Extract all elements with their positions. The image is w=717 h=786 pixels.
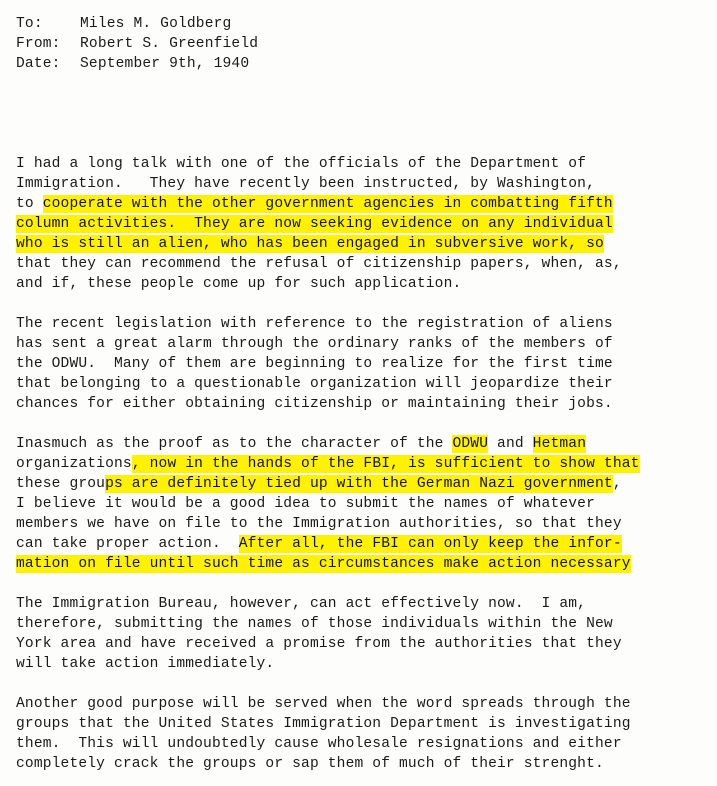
- highlighted-text: cooperate with the other government agencies in combatting fifth: [42, 196, 613, 212]
- p3-line-4: I believe it would be a good idea to submit the names of whatever: [16, 496, 595, 512]
- p1-line-5: [16, 234, 604, 254]
- highlighted-text: ODWU: [452, 436, 489, 452]
- p5-line-2: groups that the United States Immigration Department is investigating: [16, 716, 631, 732]
- highlighted-text: Hetman: [532, 436, 587, 452]
- p2-line-5: chances for either obtaining citizenship or maintaining their jobs.: [16, 396, 613, 412]
- memo-to-value: Miles M. Goldberg: [80, 16, 232, 32]
- p2-line-4: that belonging to a questionable organization will jeopardize their: [16, 376, 613, 392]
- p1-line-3: [16, 194, 613, 214]
- highlighted-text: ps are definitely tied up with the German Nazi government: [105, 476, 613, 492]
- p3-line-5: members we have on file to the Immigration authorities, so that they: [16, 516, 622, 532]
- memo-from-label: From:: [16, 36, 61, 52]
- p3-line-6-text: can take proper action.: [16, 536, 239, 552]
- memo-date-value: September 9th, 1940: [80, 56, 250, 72]
- p1-line-2: Immigration. They have recently been instructed, by Washington,: [16, 176, 595, 192]
- memo-to-line: [16, 14, 231, 34]
- p1-line-4: [16, 214, 613, 234]
- p4-line-2: therefore, submitting the names of those individuals within the New: [16, 616, 613, 632]
- p3-line-3: [16, 474, 622, 494]
- p1-line-6: that they can recommend the refusal of citizenship papers, when, as,: [16, 256, 622, 272]
- p3-line-6: [16, 534, 622, 554]
- p3-line-2-text: organizations: [16, 456, 132, 472]
- p5-line-4: completely crack the groups or sap them of much of their strenght.: [16, 756, 604, 772]
- p3-line-1: [16, 434, 586, 454]
- memo-from-value: Robert S. Greenfield: [80, 36, 259, 52]
- p1-line-7: and if, these people come up for such application.: [16, 276, 462, 292]
- p2-line-2: has sent a great alarm through the ordinary ranks of the members of: [16, 336, 613, 352]
- highlighted-text: , now in the hands of the FBI, is sufficient to show that: [131, 456, 640, 472]
- memo-from-line: [16, 34, 258, 54]
- p4-line-3: York area and have received a promise from the authorities that they: [16, 636, 622, 652]
- highlighted-text: who is still an alien, who has been engaged in subversive work, so: [16, 236, 604, 252]
- p5-line-3: them. This will undoubtedly cause wholesale resignations and either: [16, 736, 622, 752]
- p4-line-1: The Immigration Bureau, however, can act effectively now. I am,: [16, 596, 587, 612]
- p5-line-1: Another good purpose will be served when the word spreads through the: [16, 696, 631, 712]
- p2-line-1: The recent legislation with reference to the registration of aliens: [16, 316, 613, 332]
- memo-date-line: [16, 54, 249, 74]
- p3-line-3-comma: ,: [612, 476, 622, 492]
- highlighted-text: column activities. They are now seeking evidence on any individual: [16, 216, 613, 232]
- p3-line-2: [16, 454, 640, 474]
- p1-line-3-text: to: [16, 196, 43, 212]
- p3-line-3-text: these grou: [16, 476, 106, 492]
- highlighted-text: mation on file until such time as circumstances make action necessary: [16, 556, 631, 572]
- p3-line-1-text: Inasmuch as the proof as to the character of the: [16, 436, 453, 452]
- p1-line-1: I had a long talk with one of the officials of the Department of: [16, 156, 587, 172]
- p2-line-3: the ODWU. Many of them are beginning to realize for the first time: [16, 356, 613, 372]
- p4-line-4: will take action immediately.: [16, 656, 275, 672]
- memo-date-label: Date:: [16, 56, 61, 72]
- highlighted-text: After all, the FBI can only keep the infor-: [238, 536, 622, 552]
- p3-line-1-and: and: [488, 436, 533, 452]
- p3-line-7: [16, 554, 631, 574]
- memo-to-label: To:: [16, 16, 43, 32]
